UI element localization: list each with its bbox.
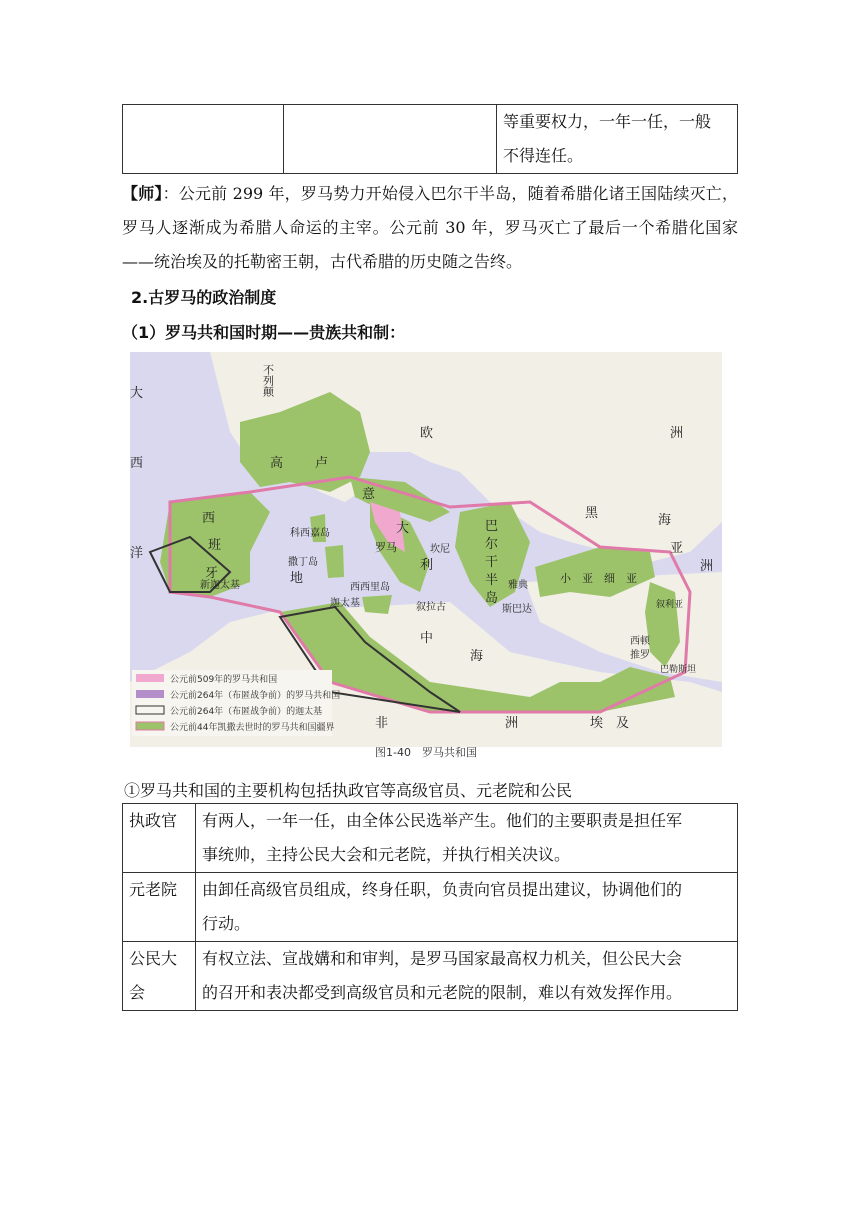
- map-label-black-1: 黑: [585, 506, 599, 521]
- institution-desc: [196, 873, 738, 942]
- map-label-sidon: 西顿: [630, 636, 650, 647]
- table-row: [123, 942, 738, 1011]
- map-label-balkan-3: 干: [485, 555, 499, 570]
- map-label-italy-3: 利: [420, 558, 434, 573]
- map-label-med-3: 海: [470, 649, 484, 664]
- map-label-spain-3: 牙: [205, 566, 219, 581]
- map-label-europe-2: 洲: [670, 426, 684, 441]
- map-legend-swatch-509bc: [136, 674, 164, 682]
- map-label-new-carthage: 新迦太基: [200, 580, 240, 591]
- section-heading: 2.古罗马的政治制度: [131, 288, 277, 307]
- institution-desc: [196, 804, 738, 873]
- top-table-cell-1: [123, 105, 284, 174]
- institution-desc-line1: 有两人，一年一任，由全体公民选举产生。他们的主要职责是担任军: [202, 811, 683, 830]
- map-label-atlantic-2: 西: [130, 456, 144, 471]
- map-label-balkan-1: 巴: [485, 519, 499, 534]
- map-svg: [130, 352, 722, 764]
- table-row: [123, 873, 738, 942]
- map-legend-text-carthage: 公元前264年（布匿战争前）的迦太基: [170, 707, 323, 717]
- institution-name: 元老院: [123, 873, 196, 942]
- map-label-med-2: 中: [420, 631, 434, 646]
- map-legend-text-44bc: 公元前44年凯撒去世时的罗马共和国疆界: [170, 723, 335, 733]
- map-label-black-2: 海: [658, 513, 672, 528]
- map-label-sardinia: 撒丁岛: [288, 557, 318, 568]
- map-label-europe-1: 欧: [420, 426, 434, 441]
- map-label-asia-minor: 小 亚 细 亚: [560, 572, 637, 585]
- map-label-spain-2: 班: [208, 538, 222, 553]
- map-label-tyre: 推罗: [630, 650, 650, 661]
- map-label-syracuse: 叙拉古: [416, 602, 446, 613]
- map-label-carthage: 迦太基: [330, 598, 360, 609]
- map-label-gaul-2: 卢: [315, 456, 329, 471]
- map-label-balkan-5: 岛: [485, 591, 499, 606]
- map-legend-swatch-264bc: [136, 690, 164, 698]
- map-caption: 图1-40 罗马共和国: [375, 746, 477, 759]
- map-legend-text-264bc: 公元前264年（布匿战争前）的罗马共和国: [170, 691, 341, 701]
- map-label-syria: 叙利亚: [656, 600, 684, 610]
- map-label-asia-1: 亚: [670, 541, 684, 556]
- institution-desc-line1: 有权立法、宣战媾和和审判，是罗马国家最高权力机关，但公民大会: [202, 949, 683, 968]
- map-label-africa-2: 洲: [505, 716, 519, 731]
- map-legend-swatch-44bc: [136, 722, 164, 730]
- map-label-atlantic-3: 洋: [130, 546, 144, 561]
- map-label-cannae: 坎尼: [430, 544, 450, 555]
- teacher-tag: 【师】: [122, 184, 163, 203]
- map-label-italy-1: 意: [362, 487, 376, 502]
- institution-name-line1: 公民大: [129, 949, 178, 968]
- institution-desc-line2: 行动。: [202, 914, 251, 933]
- institution-name: 执政官: [123, 804, 196, 873]
- table-row: [123, 804, 738, 873]
- top-table-text-line1: 等重要权力，一年一任，一般: [503, 112, 712, 131]
- map-label-palestine: 巴勒斯坦: [660, 665, 697, 675]
- subsection-heading: （1）罗马共和国时期——贵族共和制：: [122, 323, 406, 342]
- map-sardinia: [325, 545, 344, 578]
- map-sicily: [362, 595, 392, 614]
- map-label-med-1: 地: [290, 571, 304, 586]
- map-label-britain: 不列颠: [261, 364, 275, 397]
- teacher-text: ：公元前 299 年，罗马势力开始侵入巴尔干半岛，随着希腊化诸王国陆续灭亡，罗马人逐渐成为希腊人命运的主宰。公元前 30 年，罗马灭亡了最后一个希腊化国家——统治埃及的托勒密王朝，古代希腊的历史随之告终。: [122, 184, 738, 271]
- map-label-egypt: 埃 及: [590, 716, 630, 731]
- map-label-asia-2: 洲: [700, 559, 714, 574]
- map-label-atlantic-1: 大: [130, 386, 144, 401]
- institution-desc-line2: 的召开和表决都受到高级官员和元老院的限制，难以有效发挥作用。: [202, 983, 683, 1002]
- map-label-italy-2: 大: [396, 521, 410, 536]
- map-label-athens: 雅典: [508, 580, 528, 591]
- institutions-intro: ①罗马共和国的主要机构包括执政官等高级官员、元老院和公民: [124, 781, 573, 800]
- institutions-table: [122, 803, 738, 1011]
- map-label-spain-1: 西: [202, 511, 216, 526]
- institution-desc: [196, 942, 738, 1011]
- map-label-sparta: 斯巴达: [502, 604, 532, 615]
- map-label-sicily: 西西里岛: [350, 582, 390, 593]
- map-legend-text-509bc: 公元前509年的罗马共和国: [170, 675, 278, 685]
- map-label-rome: 罗马: [375, 541, 397, 554]
- top-table-text-line2: 不得连任。: [503, 146, 584, 165]
- institution-name: [123, 942, 196, 1011]
- teacher-paragraph: [122, 177, 738, 279]
- top-table: [122, 104, 738, 174]
- top-table-cell-3: [497, 105, 738, 174]
- institution-desc-line2: 事统帅，主持公民大会和元老院，并执行相关决议。: [202, 845, 571, 864]
- map-label-corsica: 科西嘉岛: [290, 528, 330, 539]
- map-label-balkan-4: 半: [485, 573, 499, 588]
- map-label-balkan-2: 尔: [485, 537, 499, 552]
- roman-republic-map: [130, 352, 722, 764]
- map-label-gaul-1: 高: [270, 456, 284, 471]
- institution-desc-line1: 由卸任高级官员组成，终身任职，负责向官员提出建议，协调他们的: [202, 880, 683, 899]
- institution-name-line2: 会: [129, 983, 146, 1002]
- top-table-cell-2: [284, 105, 497, 174]
- map-label-africa-1: 非: [375, 716, 389, 731]
